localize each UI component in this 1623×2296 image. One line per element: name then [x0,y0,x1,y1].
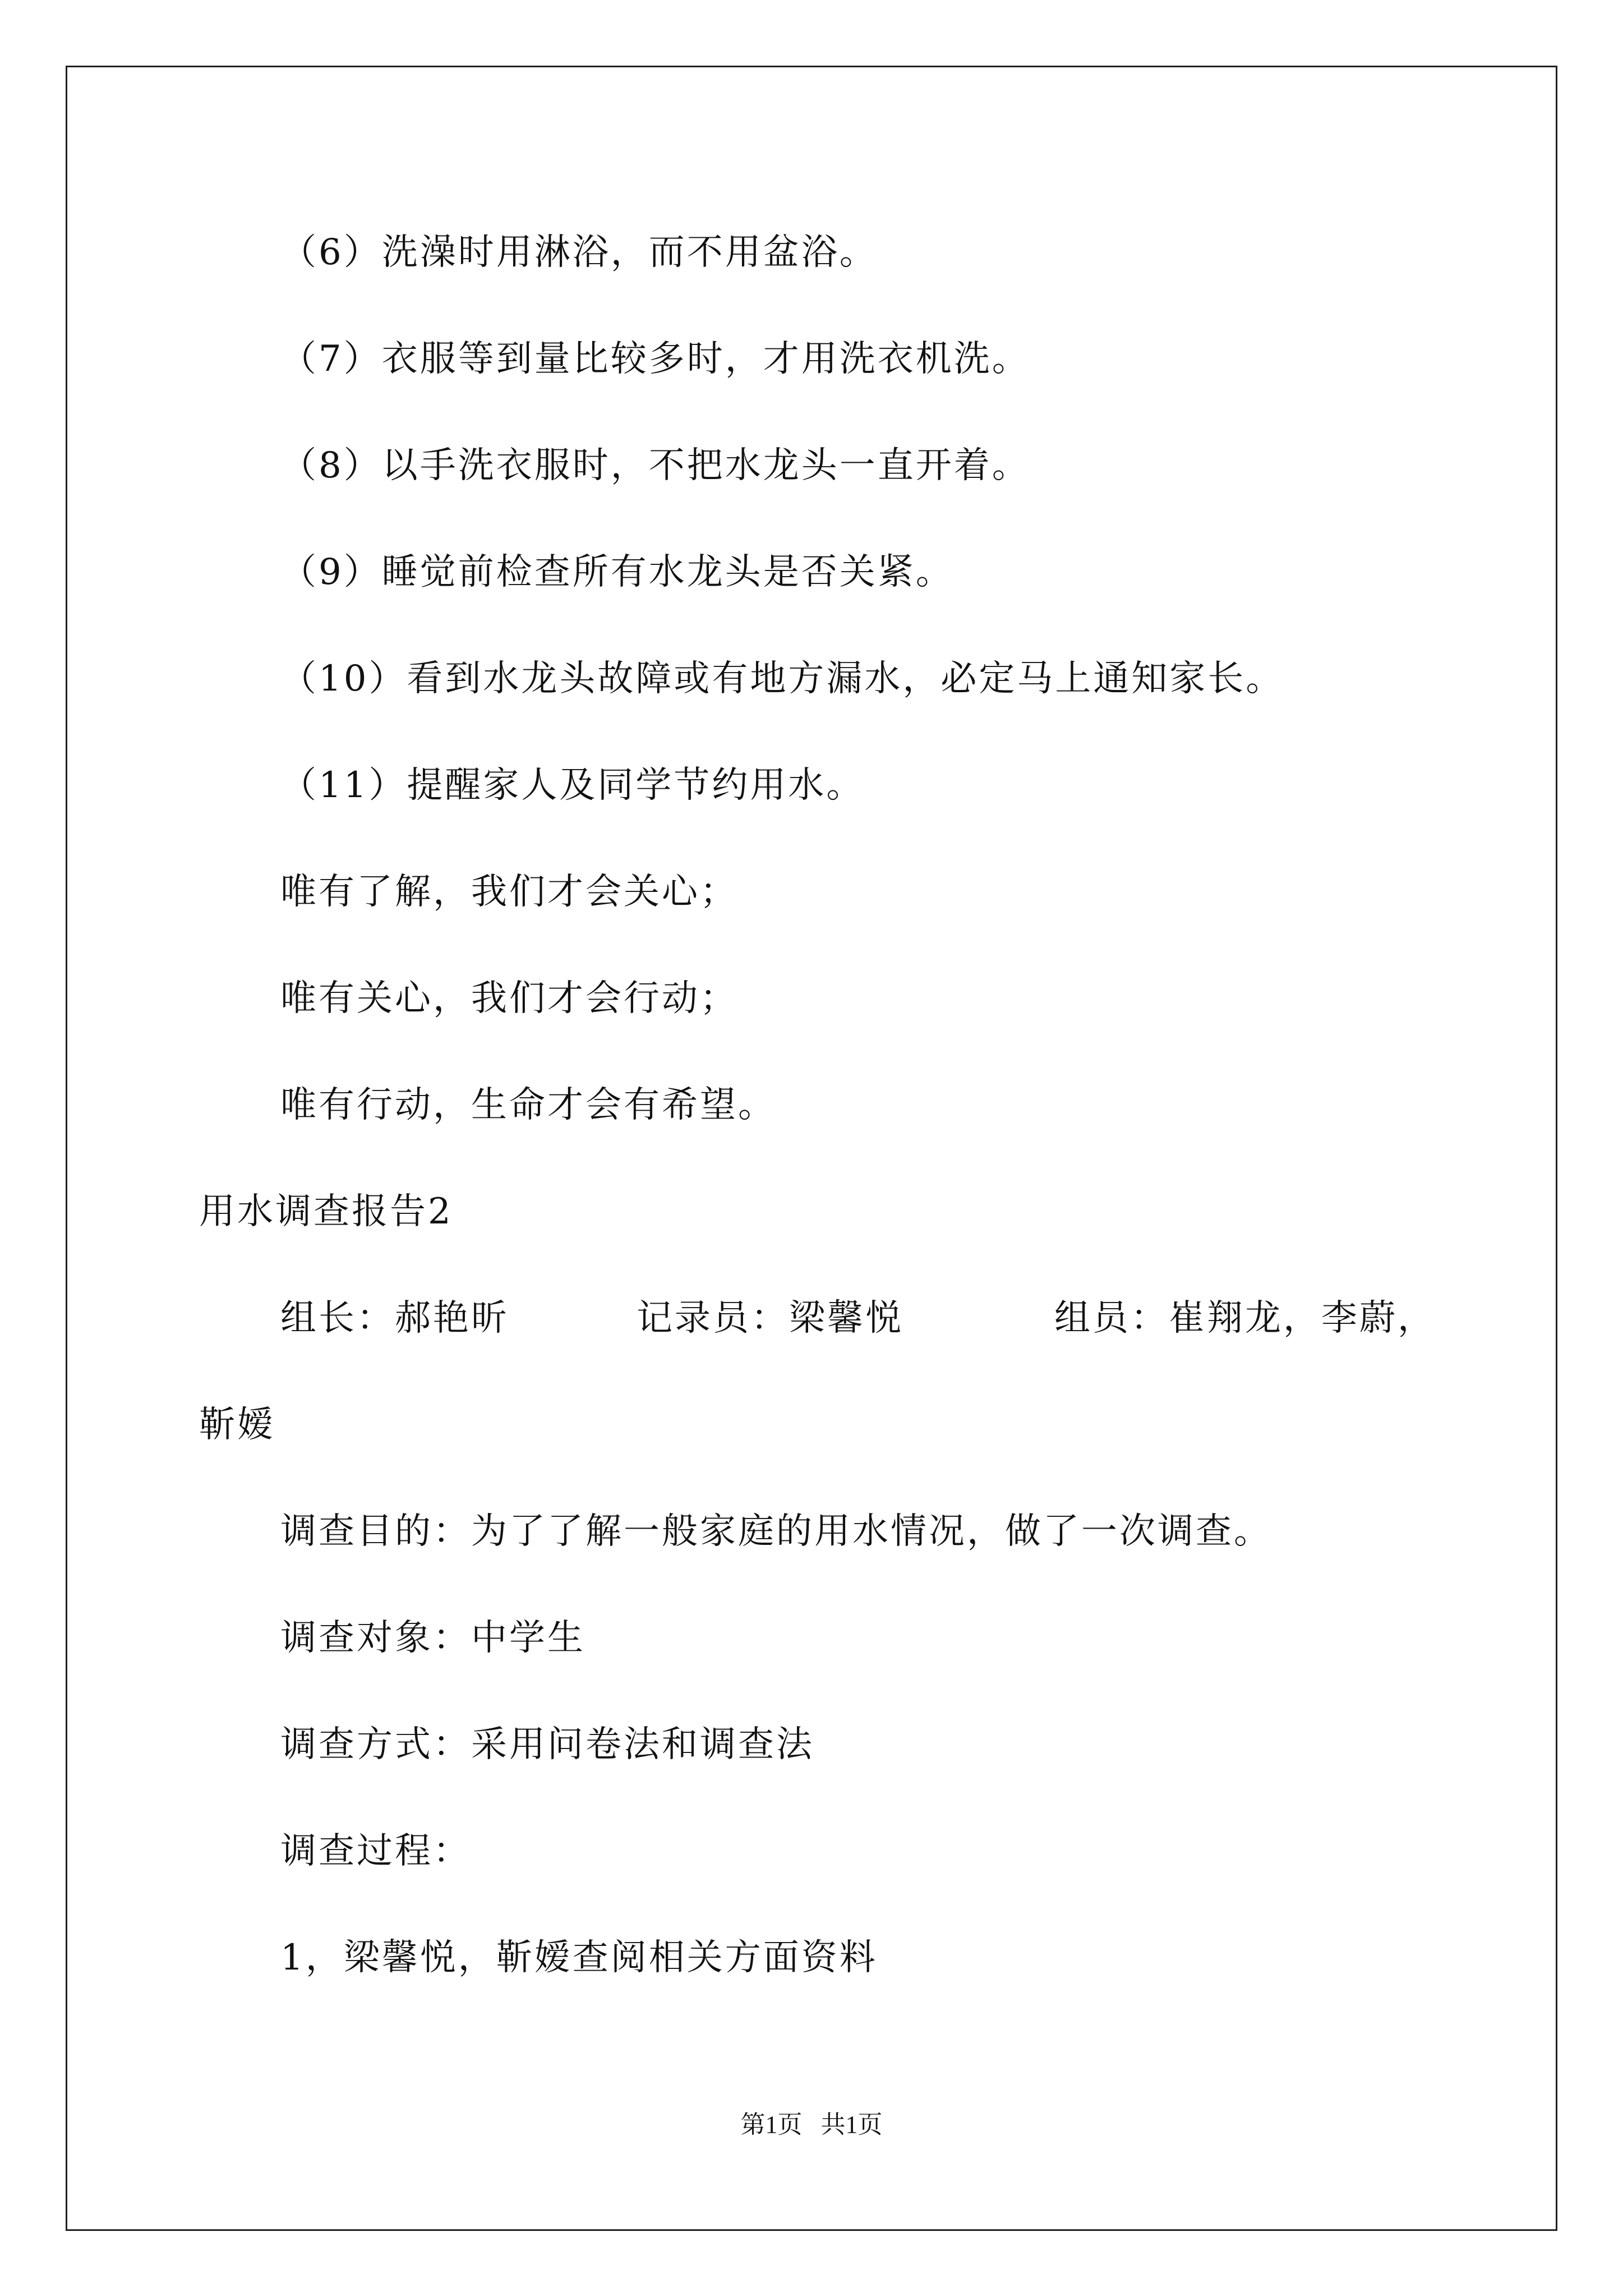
closing-line-2: 唯有关心，我们才会行动； [280,978,738,1019]
survey-target: 调查对象：中学生 [280,1617,585,1659]
page-border [66,66,1557,2231]
section-title: 用水调查报告2 [199,1191,453,1232]
list-item-8: （8）以手洗衣服时，不把水龙头一直开着。 [280,445,1030,486]
recorder: 记录员：梁馨悦 [637,1297,903,1339]
list-item-7: （7）衣服等到量比较多时，才用洗衣机洗。 [280,338,1030,380]
closing-line-3: 唯有行动，生命才会有希望。 [280,1084,776,1126]
list-item-6: （6）洗澡时用淋浴，而不用盆浴。 [280,232,878,273]
survey-process: 调查过程： [280,1830,471,1872]
list-item-10: （10）看到水龙头故障或有地方漏水，必定马上通知家长。 [280,658,1284,700]
closing-line-1: 唯有了解，我们才会关心； [280,871,738,913]
survey-purpose: 调查目的：为了了解一般家庭的用水情况，做了一次调查。 [280,1511,1272,1552]
group-leader: 组长：郝艳昕 [280,1297,509,1339]
group-members-continued: 靳嫒 [199,1404,275,1446]
list-item-11: （11）提醒家人及同学节约用水。 [280,765,865,806]
page-footer: 第1页 共1页 [740,2111,883,2138]
survey-method: 调查方式：采用问卷法和调查法 [280,1724,814,1765]
survey-step-1: 1，梁馨悦，靳嫒查阅相关方面资料 [280,1937,878,1978]
list-item-9: （9）睡觉前检查所有水龙头是否关紧。 [280,551,954,593]
members-row [0,1296,1623,1341]
group-members: 组员：崔翔龙，李蔚， [1054,1297,1436,1339]
